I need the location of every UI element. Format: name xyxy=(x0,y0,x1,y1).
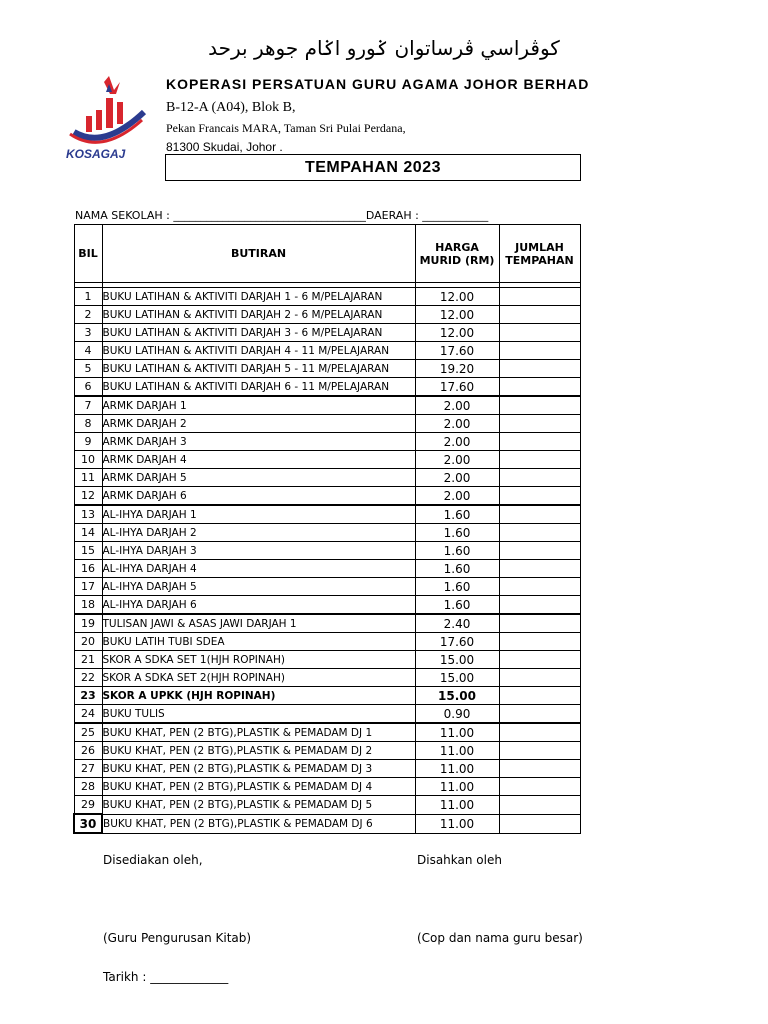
row-number: 10 xyxy=(74,451,102,469)
row-number: 16 xyxy=(74,560,102,578)
item-description: ARMK DARJAH 6 xyxy=(102,487,415,506)
order-quantity-cell[interactable] xyxy=(499,288,580,306)
item-description: AL-IHYA DARJAH 3 xyxy=(102,542,415,560)
table-row xyxy=(74,469,580,487)
item-price: 2.00 xyxy=(415,396,499,415)
header-jumlah xyxy=(499,225,580,283)
order-quantity-cell[interactable] xyxy=(499,396,580,415)
row-number: 1 xyxy=(74,288,102,306)
item-description: BUKU TULIS xyxy=(102,705,415,724)
item-price: 17.60 xyxy=(415,342,499,360)
item-price: 2.00 xyxy=(415,415,499,433)
logo-text: KOSAGAJ xyxy=(66,147,126,161)
item-description: ARMK DARJAH 2 xyxy=(102,415,415,433)
item-description: BUKU LATIHAN & AKTIVITI DARJAH 6 - 11 M/PELAJARAN xyxy=(102,378,415,397)
table-row xyxy=(74,705,580,724)
row-number: 29 xyxy=(74,796,102,815)
item-price: 11.00 xyxy=(415,778,499,796)
table-row xyxy=(74,814,580,833)
table-row xyxy=(74,651,580,669)
order-quantity-cell[interactable] xyxy=(499,487,580,506)
jawi-title: كوڤراسي ڤرساتوان ݢورو اݢام جوهر برحد xyxy=(208,36,560,60)
item-price: 17.60 xyxy=(415,633,499,651)
table-row xyxy=(74,796,580,815)
order-quantity-cell[interactable] xyxy=(499,306,580,324)
table-row xyxy=(74,524,580,542)
address-line-3: 81300 Skudai, Johor . xyxy=(166,140,283,154)
order-quantity-cell[interactable] xyxy=(499,342,580,360)
table-row xyxy=(74,760,580,778)
item-description: ARMK DARJAH 3 xyxy=(102,433,415,451)
item-description: AL-IHYA DARJAH 5 xyxy=(102,578,415,596)
item-price: 17.60 xyxy=(415,378,499,397)
item-description: AL-IHYA DARJAH 6 xyxy=(102,596,415,615)
table-row xyxy=(74,451,580,469)
item-price: 2.00 xyxy=(415,451,499,469)
row-number: 14 xyxy=(74,524,102,542)
item-price: 1.60 xyxy=(415,505,499,524)
order-quantity-cell[interactable] xyxy=(499,596,580,615)
item-description: BUKU KHAT, PEN (2 BTG),PLASTIK & PEMADAM DJ 5 xyxy=(102,796,415,815)
item-price: 2.00 xyxy=(415,487,499,506)
order-quantity-cell[interactable] xyxy=(499,814,580,833)
item-price: 19.20 xyxy=(415,360,499,378)
item-price: 11.00 xyxy=(415,742,499,760)
table-row xyxy=(74,742,580,760)
row-number: 11 xyxy=(74,469,102,487)
address-line-1: B-12-A (A04), Blok B, xyxy=(166,100,296,115)
item-price: 15.00 xyxy=(415,651,499,669)
order-quantity-cell[interactable] xyxy=(499,433,580,451)
table-row xyxy=(74,687,580,705)
row-number: 21 xyxy=(74,651,102,669)
header-harga-line2: MURID (RM) xyxy=(419,253,495,267)
item-price: 1.60 xyxy=(415,596,499,615)
row-number: 15 xyxy=(74,542,102,560)
order-quantity-cell[interactable] xyxy=(499,669,580,687)
table-row xyxy=(74,614,580,633)
order-quantity-cell[interactable] xyxy=(499,578,580,596)
table-row xyxy=(74,396,580,415)
item-price: 11.00 xyxy=(415,760,499,778)
table-row xyxy=(74,288,580,306)
row-number: 27 xyxy=(74,760,102,778)
item-description: BUKU KHAT, PEN (2 BTG),PLASTIK & PEMADAM DJ 2 xyxy=(102,742,415,760)
table-row xyxy=(74,324,580,342)
item-price: 11.00 xyxy=(415,796,499,815)
item-price: 0.90 xyxy=(415,705,499,724)
row-number: 25 xyxy=(74,723,102,742)
item-description: BUKU LATIHAN & AKTIVITI DARJAH 5 - 11 M/PELAJARAN xyxy=(102,360,415,378)
row-number: 7 xyxy=(74,396,102,415)
form-title: TEMPAHAN 2023 xyxy=(165,154,581,181)
item-description: BUKU KHAT, PEN (2 BTG),PLASTIK & PEMADAM DJ 6 xyxy=(102,814,415,833)
item-description: ARMK DARJAH 5 xyxy=(102,469,415,487)
header-jumlah-line1: JUMLAH xyxy=(515,240,564,254)
row-number: 20 xyxy=(74,633,102,651)
order-quantity-cell[interactable] xyxy=(499,524,580,542)
header-harga-line1: HARGA xyxy=(435,240,479,254)
table-row xyxy=(74,433,580,451)
table-row xyxy=(74,342,580,360)
row-number: 17 xyxy=(74,578,102,596)
item-description: BUKU LATIHAN & AKTIVITI DARJAH 3 - 6 M/PELAJARAN xyxy=(102,324,415,342)
table-row xyxy=(74,778,580,796)
item-description: ARMK DARJAH 4 xyxy=(102,451,415,469)
item-price: 2.40 xyxy=(415,614,499,633)
kosagaj-logo xyxy=(64,72,150,162)
table-body xyxy=(74,283,580,834)
item-description: BUKU LATIHAN & AKTIVITI DARJAH 1 - 6 M/PELAJARAN xyxy=(102,288,415,306)
header-butiran: BUTIRAN xyxy=(102,225,415,283)
order-quantity-cell[interactable] xyxy=(499,451,580,469)
row-number: 5 xyxy=(74,360,102,378)
row-number: 2 xyxy=(74,306,102,324)
item-price: 12.00 xyxy=(415,288,499,306)
row-number: 12 xyxy=(74,487,102,506)
order-quantity-cell[interactable] xyxy=(499,705,580,724)
item-price: 12.00 xyxy=(415,306,499,324)
table-row xyxy=(74,505,580,524)
date-field[interactable]: Tarikh : _____________ xyxy=(103,970,229,984)
item-description: BUKU LATIHAN & AKTIVITI DARJAH 4 - 11 M/PELAJARAN xyxy=(102,342,415,360)
header-bil: BIL xyxy=(74,225,102,283)
order-quantity-cell[interactable] xyxy=(499,778,580,796)
row-number: 24 xyxy=(74,705,102,724)
item-price: 15.00 xyxy=(415,669,499,687)
item-description: SKOR A UPKK (HJH ROPINAH) xyxy=(102,687,415,705)
row-number: 28 xyxy=(74,778,102,796)
order-quantity-cell[interactable] xyxy=(499,687,580,705)
item-description: SKOR A SDKA SET 2(HJH ROPINAH) xyxy=(102,669,415,687)
order-quantity-cell[interactable] xyxy=(499,742,580,760)
item-price: 15.00 xyxy=(415,687,499,705)
table-row xyxy=(74,542,580,560)
order-quantity-cell[interactable] xyxy=(499,760,580,778)
item-description: AL-IHYA DARJAH 2 xyxy=(102,524,415,542)
item-price: 2.00 xyxy=(415,469,499,487)
prepared-role-label: (Guru Pengurusan Kitab) xyxy=(103,931,252,945)
item-price: 1.60 xyxy=(415,578,499,596)
header-harga xyxy=(415,225,499,283)
item-price: 1.60 xyxy=(415,560,499,578)
item-description: BUKU KHAT, PEN (2 BTG),PLASTIK & PEMADAM DJ 3 xyxy=(102,760,415,778)
item-description: SKOR A SDKA SET 1(HJH ROPINAH) xyxy=(102,651,415,669)
order-quantity-cell[interactable] xyxy=(499,505,580,524)
table-row xyxy=(74,560,580,578)
prepared-by-label: Disediakan oleh, xyxy=(103,853,203,867)
item-description: BUKU KHAT, PEN (2 BTG),PLASTIK & PEMADAM DJ 4 xyxy=(102,778,415,796)
row-number: 22 xyxy=(74,669,102,687)
order-quantity-cell[interactable] xyxy=(499,378,580,397)
table-row xyxy=(74,378,580,397)
row-number: 19 xyxy=(74,614,102,633)
item-description: AL-IHYA DARJAH 4 xyxy=(102,560,415,578)
table-row xyxy=(74,360,580,378)
item-price: 11.00 xyxy=(415,814,499,833)
table-row xyxy=(74,487,580,506)
item-description: BUKU KHAT, PEN (2 BTG),PLASTIK & PEMADAM DJ 1 xyxy=(102,723,415,742)
order-quantity-cell[interactable] xyxy=(499,360,580,378)
approved-role-label: (Cop dan nama guru besar) xyxy=(417,931,583,945)
table-row xyxy=(74,578,580,596)
item-description: TULISAN JAWI & ASAS JAWI DARJAH 1 xyxy=(102,614,415,633)
row-number: 6 xyxy=(74,378,102,397)
row-number: 23 xyxy=(74,687,102,705)
item-price: 12.00 xyxy=(415,324,499,342)
order-quantity-cell[interactable] xyxy=(499,324,580,342)
row-number: 30 xyxy=(74,814,102,833)
row-number: 3 xyxy=(74,324,102,342)
approved-by-label: Disahkan oleh xyxy=(417,853,502,867)
row-number: 4 xyxy=(74,342,102,360)
order-quantity-cell[interactable] xyxy=(499,614,580,633)
order-quantity-cell[interactable] xyxy=(499,469,580,487)
address-line-2: Pekan Francais MARA, Taman Sri Pulai Perdana, xyxy=(166,121,406,135)
order-quantity-cell[interactable] xyxy=(499,542,580,560)
table-row xyxy=(74,596,580,615)
table-row xyxy=(74,669,580,687)
table-row xyxy=(74,306,580,324)
order-quantity-cell[interactable] xyxy=(499,796,580,815)
table-row xyxy=(74,723,580,742)
item-price: 11.00 xyxy=(415,723,499,742)
item-price: 1.60 xyxy=(415,542,499,560)
row-number: 9 xyxy=(74,433,102,451)
row-number: 18 xyxy=(74,596,102,615)
order-quantity-cell[interactable] xyxy=(499,560,580,578)
header-jumlah-line2: TEMPAHAN xyxy=(505,253,574,267)
item-description: AL-IHYA DARJAH 1 xyxy=(102,505,415,524)
order-quantity-cell[interactable] xyxy=(499,723,580,742)
item-description: ARMK DARJAH 1 xyxy=(102,396,415,415)
table-row xyxy=(74,633,580,651)
row-number: 8 xyxy=(74,415,102,433)
item-description: BUKU LATIHAN & AKTIVITI DARJAH 2 - 6 M/PELAJARAN xyxy=(102,306,415,324)
order-quantity-cell[interactable] xyxy=(499,633,580,651)
table-row xyxy=(74,415,580,433)
row-number: 26 xyxy=(74,742,102,760)
row-number: 13 xyxy=(74,505,102,524)
order-quantity-cell[interactable] xyxy=(499,415,580,433)
item-price: 1.60 xyxy=(415,524,499,542)
order-table xyxy=(73,224,581,834)
school-district-field[interactable]: NAMA SEKOLAH : ___________________________________DAERAH : ____________ xyxy=(75,209,489,222)
order-quantity-cell[interactable] xyxy=(499,651,580,669)
item-description: BUKU LATIH TUBI SDEA xyxy=(102,633,415,651)
item-price: 2.00 xyxy=(415,433,499,451)
org-name: KOPERASI PERSATUAN GURU AGAMA JOHOR BERHAD xyxy=(166,76,590,92)
